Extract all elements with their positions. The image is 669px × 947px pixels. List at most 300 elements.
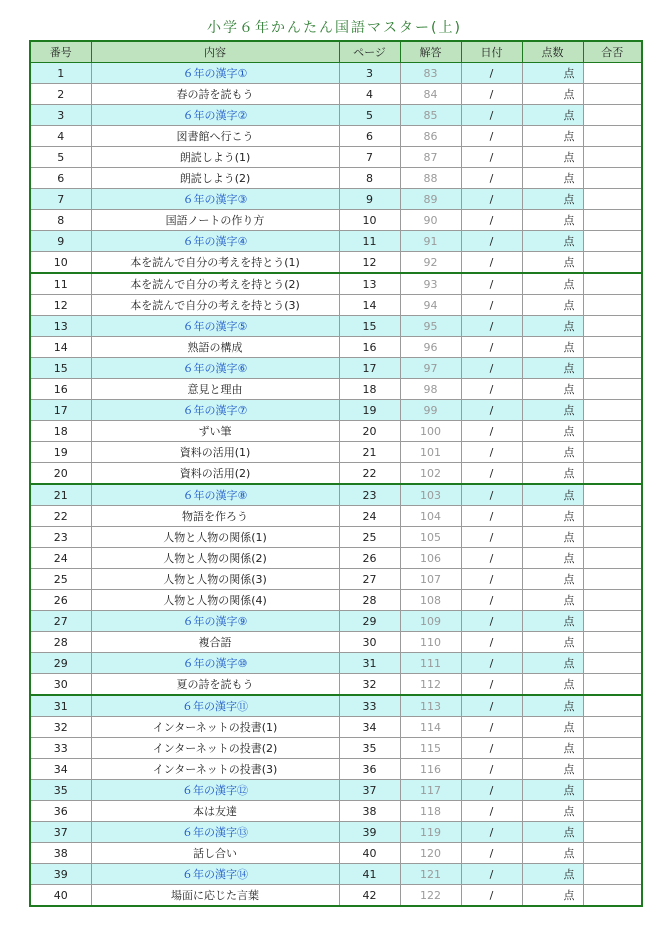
row-date: / <box>461 822 522 843</box>
row-content: ６年の漢字⑨ <box>91 611 339 632</box>
row-date: / <box>461 105 522 126</box>
table-row <box>30 252 642 274</box>
row-answer-page: 107 <box>400 569 461 590</box>
row-score: 点 <box>522 717 583 738</box>
row-answer-page: 106 <box>400 548 461 569</box>
row-score: 点 <box>522 273 583 295</box>
row-answer-page: 99 <box>400 400 461 421</box>
row-answer-page: 120 <box>400 843 461 864</box>
row-content: 本を読んで自分の考えを持とう(3) <box>91 295 339 316</box>
row-score: 点 <box>522 674 583 696</box>
row-page: 23 <box>339 484 400 506</box>
row-date: / <box>461 632 522 653</box>
row-page: 15 <box>339 316 400 337</box>
row-pass-fail <box>583 84 642 105</box>
row-number: 40 <box>30 885 91 907</box>
row-answer-page: 112 <box>400 674 461 696</box>
table-row <box>30 822 642 843</box>
row-date: / <box>461 442 522 463</box>
table-row <box>30 527 642 548</box>
row-page: 13 <box>339 273 400 295</box>
row-score: 点 <box>522 295 583 316</box>
table-row <box>30 126 642 147</box>
row-page: 35 <box>339 738 400 759</box>
row-page: 25 <box>339 527 400 548</box>
row-content: 国語ノートの作り方 <box>91 210 339 231</box>
row-content: 人物と人物の関係(2) <box>91 548 339 569</box>
row-date: / <box>461 379 522 400</box>
row-score: 点 <box>522 358 583 379</box>
row-number: 29 <box>30 653 91 674</box>
row-page: 36 <box>339 759 400 780</box>
row-date: / <box>461 126 522 147</box>
row-answer-page: 91 <box>400 231 461 252</box>
row-page: 14 <box>339 295 400 316</box>
row-date: / <box>461 63 522 84</box>
row-content: ６年の漢字⑪ <box>91 695 339 717</box>
row-number: 8 <box>30 210 91 231</box>
row-date: / <box>461 653 522 674</box>
row-number: 30 <box>30 674 91 696</box>
header-page: ページ <box>339 41 400 63</box>
row-score: 点 <box>522 695 583 717</box>
row-page: 12 <box>339 252 400 274</box>
row-score: 点 <box>522 105 583 126</box>
row-score: 点 <box>522 759 583 780</box>
row-number: 38 <box>30 843 91 864</box>
row-number: 35 <box>30 780 91 801</box>
table-row <box>30 337 642 358</box>
row-number: 22 <box>30 506 91 527</box>
row-score: 点 <box>522 316 583 337</box>
table-row <box>30 442 642 463</box>
row-date: / <box>461 484 522 506</box>
row-answer-page: 121 <box>400 864 461 885</box>
row-answer-page: 84 <box>400 84 461 105</box>
row-page: 19 <box>339 400 400 421</box>
row-content: ６年の漢字⑦ <box>91 400 339 421</box>
row-answer-page: 113 <box>400 695 461 717</box>
row-answer-page: 95 <box>400 316 461 337</box>
row-pass-fail <box>583 569 642 590</box>
row-date: / <box>461 695 522 717</box>
row-score: 点 <box>522 337 583 358</box>
row-date: / <box>461 759 522 780</box>
table-row <box>30 189 642 210</box>
row-pass-fail <box>583 717 642 738</box>
row-page: 24 <box>339 506 400 527</box>
row-page: 32 <box>339 674 400 696</box>
row-content: ６年の漢字⑩ <box>91 653 339 674</box>
row-pass-fail <box>583 442 642 463</box>
row-score: 点 <box>522 442 583 463</box>
row-answer-page: 111 <box>400 653 461 674</box>
row-score: 点 <box>522 569 583 590</box>
row-page: 9 <box>339 189 400 210</box>
row-pass-fail <box>583 484 642 506</box>
row-date: / <box>461 463 522 485</box>
row-score: 点 <box>522 252 583 274</box>
row-number: 21 <box>30 484 91 506</box>
row-pass-fail <box>583 885 642 907</box>
row-answer-page: 101 <box>400 442 461 463</box>
row-date: / <box>461 611 522 632</box>
row-page: 16 <box>339 337 400 358</box>
row-answer-page: 118 <box>400 801 461 822</box>
row-answer-page: 83 <box>400 63 461 84</box>
row-date: / <box>461 548 522 569</box>
row-content: 人物と人物の関係(4) <box>91 590 339 611</box>
row-content: ずい筆 <box>91 421 339 442</box>
row-pass-fail <box>583 527 642 548</box>
row-answer-page: 117 <box>400 780 461 801</box>
row-score: 点 <box>522 527 583 548</box>
row-pass-fail <box>583 822 642 843</box>
row-date: / <box>461 147 522 168</box>
row-score: 点 <box>522 801 583 822</box>
table-row <box>30 864 642 885</box>
table-row <box>30 590 642 611</box>
row-number: 20 <box>30 463 91 485</box>
row-content: ６年の漢字① <box>91 63 339 84</box>
row-content: ６年の漢字⑤ <box>91 316 339 337</box>
page-title: 小学６年かんたん国語マスター(上) <box>207 20 462 36</box>
row-pass-fail <box>583 168 642 189</box>
row-score: 点 <box>522 231 583 252</box>
row-content: 朗読しよう(1) <box>91 147 339 168</box>
table-row <box>30 885 642 907</box>
row-page: 8 <box>339 168 400 189</box>
row-pass-fail <box>583 147 642 168</box>
table-row <box>30 484 642 506</box>
row-score: 点 <box>522 147 583 168</box>
row-pass-fail <box>583 421 642 442</box>
header-row <box>30 41 642 63</box>
row-number: 25 <box>30 569 91 590</box>
row-number: 37 <box>30 822 91 843</box>
row-date: / <box>461 168 522 189</box>
row-page: 22 <box>339 463 400 485</box>
row-date: / <box>461 506 522 527</box>
row-page: 42 <box>339 885 400 907</box>
row-page: 6 <box>339 126 400 147</box>
row-content: ６年の漢字⑭ <box>91 864 339 885</box>
header-pass-fail: 合否 <box>583 41 642 63</box>
row-answer-page: 119 <box>400 822 461 843</box>
row-pass-fail <box>583 126 642 147</box>
row-score: 点 <box>522 210 583 231</box>
row-content: 話し合い <box>91 843 339 864</box>
row-number: 3 <box>30 105 91 126</box>
row-pass-fail <box>583 653 642 674</box>
row-date: / <box>461 295 522 316</box>
row-answer-page: 105 <box>400 527 461 548</box>
row-number: 6 <box>30 168 91 189</box>
row-content: 春の詩を読もう <box>91 84 339 105</box>
row-answer-page: 89 <box>400 189 461 210</box>
row-score: 点 <box>522 822 583 843</box>
row-pass-fail <box>583 632 642 653</box>
row-date: / <box>461 801 522 822</box>
row-content: ６年の漢字④ <box>91 231 339 252</box>
row-answer-page: 108 <box>400 590 461 611</box>
row-content: 本を読んで自分の考えを持とう(1) <box>91 252 339 274</box>
table-row <box>30 548 642 569</box>
row-score: 点 <box>522 189 583 210</box>
row-number: 26 <box>30 590 91 611</box>
table-row <box>30 759 642 780</box>
table-row <box>30 738 642 759</box>
table-row <box>30 843 642 864</box>
row-content: 熟語の構成 <box>91 337 339 358</box>
row-number: 18 <box>30 421 91 442</box>
row-content: 場面に応じた言葉 <box>91 885 339 907</box>
row-page: 28 <box>339 590 400 611</box>
row-number: 24 <box>30 548 91 569</box>
row-score: 点 <box>522 421 583 442</box>
table-row <box>30 632 642 653</box>
table-row <box>30 105 642 126</box>
row-date: / <box>461 717 522 738</box>
row-answer-page: 109 <box>400 611 461 632</box>
row-content: 人物と人物の関係(1) <box>91 527 339 548</box>
row-page: 38 <box>339 801 400 822</box>
row-pass-fail <box>583 611 642 632</box>
row-pass-fail <box>583 231 642 252</box>
row-score: 点 <box>522 780 583 801</box>
row-date: / <box>461 590 522 611</box>
row-page: 10 <box>339 210 400 231</box>
row-content: 複合語 <box>91 632 339 653</box>
row-score: 点 <box>522 611 583 632</box>
row-pass-fail <box>583 358 642 379</box>
table-row <box>30 316 642 337</box>
row-pass-fail <box>583 759 642 780</box>
header-content: 内容 <box>91 41 339 63</box>
row-page: 4 <box>339 84 400 105</box>
row-score: 点 <box>522 484 583 506</box>
table-row <box>30 63 642 84</box>
row-answer-page: 115 <box>400 738 461 759</box>
row-pass-fail <box>583 295 642 316</box>
row-number: 34 <box>30 759 91 780</box>
row-answer-page: 85 <box>400 105 461 126</box>
row-number: 28 <box>30 632 91 653</box>
row-number: 32 <box>30 717 91 738</box>
row-answer-page: 110 <box>400 632 461 653</box>
row-page: 29 <box>339 611 400 632</box>
row-score: 点 <box>522 168 583 189</box>
row-date: / <box>461 527 522 548</box>
row-page: 5 <box>339 105 400 126</box>
row-answer-page: 102 <box>400 463 461 485</box>
row-number: 5 <box>30 147 91 168</box>
row-pass-fail <box>583 674 642 696</box>
row-content: 意見と理由 <box>91 379 339 400</box>
row-number: 39 <box>30 864 91 885</box>
row-page: 41 <box>339 864 400 885</box>
row-answer-page: 96 <box>400 337 461 358</box>
table-row <box>30 210 642 231</box>
row-date: / <box>461 674 522 696</box>
row-date: / <box>461 252 522 274</box>
row-date: / <box>461 84 522 105</box>
row-number: 19 <box>30 442 91 463</box>
row-score: 点 <box>522 632 583 653</box>
row-pass-fail <box>583 337 642 358</box>
row-answer-page: 100 <box>400 421 461 442</box>
row-pass-fail <box>583 379 642 400</box>
row-pass-fail <box>583 695 642 717</box>
row-page: 37 <box>339 780 400 801</box>
row-pass-fail <box>583 506 642 527</box>
table-row <box>30 400 642 421</box>
row-content: ６年の漢字③ <box>91 189 339 210</box>
row-answer-page: 94 <box>400 295 461 316</box>
row-answer-page: 86 <box>400 126 461 147</box>
row-number: 31 <box>30 695 91 717</box>
row-number: 10 <box>30 252 91 274</box>
row-date: / <box>461 400 522 421</box>
row-score: 点 <box>522 653 583 674</box>
row-number: 36 <box>30 801 91 822</box>
row-number: 4 <box>30 126 91 147</box>
row-answer-page: 97 <box>400 358 461 379</box>
row-score: 点 <box>522 843 583 864</box>
row-date: / <box>461 885 522 907</box>
row-answer-page: 114 <box>400 717 461 738</box>
table-row <box>30 421 642 442</box>
row-number: 13 <box>30 316 91 337</box>
row-content: 本は友達 <box>91 801 339 822</box>
row-page: 39 <box>339 822 400 843</box>
row-content: ６年の漢字⑧ <box>91 484 339 506</box>
row-date: / <box>461 316 522 337</box>
row-answer-page: 103 <box>400 484 461 506</box>
row-page: 3 <box>339 63 400 84</box>
row-pass-fail <box>583 780 642 801</box>
row-answer-page: 93 <box>400 273 461 295</box>
row-pass-fail <box>583 252 642 274</box>
row-content: 夏の詩を読もう <box>91 674 339 696</box>
table-row <box>30 801 642 822</box>
row-page: 21 <box>339 442 400 463</box>
row-date: / <box>461 843 522 864</box>
row-pass-fail <box>583 463 642 485</box>
row-score: 点 <box>522 885 583 907</box>
row-content: ６年の漢字⑥ <box>91 358 339 379</box>
table-row <box>30 147 642 168</box>
row-pass-fail <box>583 210 642 231</box>
table-row <box>30 463 642 485</box>
row-content: 本を読んで自分の考えを持とう(2) <box>91 273 339 295</box>
row-date: / <box>461 273 522 295</box>
header-answer: 解答 <box>400 41 461 63</box>
table-row <box>30 611 642 632</box>
table-row <box>30 506 642 527</box>
row-date: / <box>461 358 522 379</box>
worksheet-table <box>29 40 643 907</box>
row-number: 16 <box>30 379 91 400</box>
row-pass-fail <box>583 843 642 864</box>
row-answer-page: 122 <box>400 885 461 907</box>
row-number: 12 <box>30 295 91 316</box>
row-date: / <box>461 337 522 358</box>
row-content: インターネットの投書(3) <box>91 759 339 780</box>
row-date: / <box>461 421 522 442</box>
row-pass-fail <box>583 63 642 84</box>
table-row <box>30 674 642 696</box>
table-row <box>30 295 642 316</box>
table-row <box>30 780 642 801</box>
row-answer-page: 116 <box>400 759 461 780</box>
row-pass-fail <box>583 738 642 759</box>
row-date: / <box>461 210 522 231</box>
row-content: ６年の漢字⑫ <box>91 780 339 801</box>
row-pass-fail <box>583 590 642 611</box>
row-pass-fail <box>583 801 642 822</box>
row-date: / <box>461 864 522 885</box>
row-page: 18 <box>339 379 400 400</box>
table-row <box>30 695 642 717</box>
row-pass-fail <box>583 400 642 421</box>
table-row <box>30 231 642 252</box>
row-score: 点 <box>522 379 583 400</box>
row-page: 20 <box>339 421 400 442</box>
row-page: 27 <box>339 569 400 590</box>
row-number: 7 <box>30 189 91 210</box>
table-row <box>30 717 642 738</box>
row-pass-fail <box>583 864 642 885</box>
row-date: / <box>461 569 522 590</box>
row-score: 点 <box>522 548 583 569</box>
row-score: 点 <box>522 126 583 147</box>
row-page: 40 <box>339 843 400 864</box>
row-number: 15 <box>30 358 91 379</box>
row-page: 30 <box>339 632 400 653</box>
table-row <box>30 569 642 590</box>
row-number: 23 <box>30 527 91 548</box>
row-page: 33 <box>339 695 400 717</box>
row-number: 9 <box>30 231 91 252</box>
row-pass-fail <box>583 316 642 337</box>
row-page: 17 <box>339 358 400 379</box>
row-page: 31 <box>339 653 400 674</box>
row-answer-page: 88 <box>400 168 461 189</box>
row-content: インターネットの投書(2) <box>91 738 339 759</box>
header-number: 番号 <box>30 41 91 63</box>
row-score: 点 <box>522 63 583 84</box>
table-row <box>30 273 642 295</box>
row-number: 27 <box>30 611 91 632</box>
row-number: 2 <box>30 84 91 105</box>
header-score: 点数 <box>522 41 583 63</box>
table-row <box>30 653 642 674</box>
row-date: / <box>461 780 522 801</box>
row-answer-page: 104 <box>400 506 461 527</box>
row-answer-page: 87 <box>400 147 461 168</box>
row-score: 点 <box>522 738 583 759</box>
row-date: / <box>461 231 522 252</box>
row-content: 人物と人物の関係(3) <box>91 569 339 590</box>
row-page: 7 <box>339 147 400 168</box>
row-number: 11 <box>30 273 91 295</box>
row-date: / <box>461 189 522 210</box>
row-pass-fail <box>583 548 642 569</box>
row-score: 点 <box>522 590 583 611</box>
row-score: 点 <box>522 84 583 105</box>
row-content: 朗読しよう(2) <box>91 168 339 189</box>
